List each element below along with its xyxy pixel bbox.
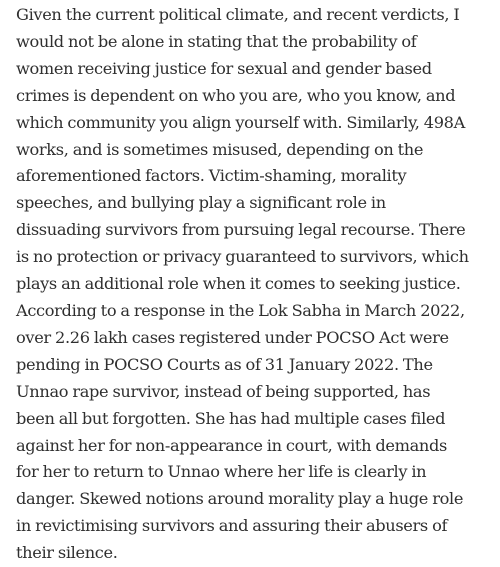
- paragraph-line: in revictimising survivors and assuring their abusers of: [16, 516, 448, 536]
- paragraph-line: would not be alone in stating that the probability of: [16, 31, 417, 51]
- paragraph-line: over 2.26 lakh cases registered under POCSO Act were: [16, 327, 449, 347]
- paragraph-line: their silence.: [16, 543, 118, 563]
- paragraph-line: According to a response in the Lok Sabha in March 2022,: [16, 300, 465, 320]
- paragraph-line: aforementioned factors. Victim-shaming, morality: [16, 166, 407, 186]
- paragraph-line: women receiving justice for sexual and gender based: [16, 58, 432, 78]
- paragraph-line: plays an additional role when it comes to seeking justice.: [16, 274, 461, 294]
- paragraph-line: for her to return to Unnao where her life is clearly in: [16, 462, 427, 482]
- paragraph-line: speeches, and bullying play a significant role in: [16, 193, 386, 213]
- paragraph-line: works, and is sometimes misused, depending on the: [16, 139, 424, 159]
- paragraph-line: been all but forgotten. She has had multiple cases filed: [16, 408, 446, 428]
- article-paragraph: [16, 2, 496, 567]
- paragraph-line: which community you align yourself with. Similarly, 498A: [16, 112, 465, 132]
- paragraph-line: pending in POCSO Courts as of 31 January 2022. The: [16, 354, 433, 374]
- paragraph-line: Unnao rape survivor, instead of being supported, has: [16, 381, 431, 401]
- paragraph-line: dissuading survivors from pursuing legal recourse. There: [16, 220, 466, 240]
- paragraph-line: danger. Skewed notions around morality play a huge role: [16, 489, 464, 509]
- paragraph-line: is no protection or privacy guaranteed to survivors, which: [16, 247, 469, 267]
- paragraph-line: Given the current political climate, and recent verdicts, I: [16, 5, 460, 24]
- paragraph-line: against her for non-appearance in court, with demands: [16, 435, 447, 455]
- paragraph-line: crimes is dependent on who you are, who you know, and: [16, 85, 456, 105]
